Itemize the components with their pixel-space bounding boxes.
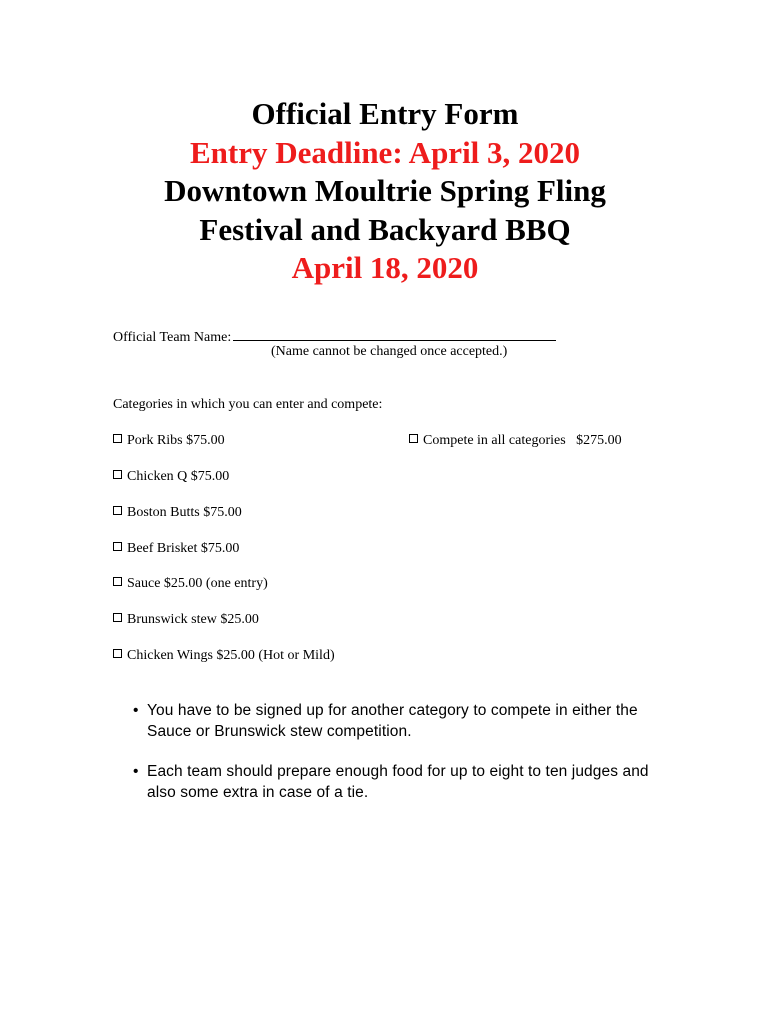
- form-title: Official Entry Form: [251, 96, 519, 131]
- checkbox-icon[interactable]: [113, 613, 122, 622]
- rule-item: [133, 761, 673, 803]
- checkbox-icon[interactable]: [113, 542, 122, 551]
- event-date: April 18, 2020: [291, 250, 479, 285]
- bullet-icon: •: [133, 702, 139, 719]
- category-beef-brisket[interactable]: [113, 540, 239, 558]
- checkbox-icon[interactable]: [113, 649, 122, 658]
- category-compete-all[interactable]: [409, 432, 622, 450]
- category-label: Brunswick stew $25.00: [127, 612, 259, 627]
- category-sauce[interactable]: [113, 575, 268, 593]
- checkbox-icon[interactable]: [113, 577, 122, 586]
- checkbox-icon[interactable]: [113, 506, 122, 515]
- category-label: Beef Brisket $75.00: [127, 541, 240, 556]
- team-name-note: (Name cannot be changed once accepted.): [271, 344, 508, 359]
- category-pork-ribs[interactable]: [113, 432, 225, 450]
- checkbox-icon[interactable]: [113, 434, 122, 443]
- categories-heading: Categories in which you can enter and compete:: [113, 397, 383, 412]
- rule-text: You have to be signed up for another category to compete in either the Sauce or Brunswick stew competition.: [147, 702, 638, 740]
- entry-deadline: Entry Deadline: April 3, 2020: [189, 134, 581, 170]
- event-name-line-2: Festival and Backyard BBQ: [199, 211, 571, 247]
- checkbox-icon[interactable]: [409, 434, 418, 443]
- checkbox-icon[interactable]: [113, 470, 122, 479]
- category-chicken-q[interactable]: [113, 468, 229, 486]
- category-label: Boston Butts $75.00: [127, 505, 242, 520]
- rule-text: Each team should prepare enough food for up to eight to ten judges and also some extra in case of a tie.: [147, 763, 649, 801]
- rules-list: [133, 700, 673, 822]
- category-brunswick-stew[interactable]: [113, 611, 259, 629]
- bullet-icon: •: [133, 763, 139, 780]
- category-label: Pork Ribs $75.00: [127, 433, 225, 448]
- category-label: Chicken Q $75.00: [127, 469, 230, 484]
- team-name-field[interactable]: [233, 325, 556, 341]
- category-label: Sauce $25.00 (one entry): [127, 576, 268, 591]
- rule-item: [133, 700, 673, 742]
- category-chicken-wings[interactable]: [113, 647, 335, 665]
- team-name-label: Official Team Name:: [113, 330, 232, 345]
- form-header: [0, 95, 770, 288]
- event-name-line-1: Downtown Moultrie Spring Fling: [164, 173, 606, 208]
- category-label: Compete in all categories $275.00: [423, 433, 622, 448]
- category-label: Chicken Wings $25.00 (Hot or Mild): [127, 648, 335, 663]
- category-boston-butts[interactable]: [113, 504, 242, 522]
